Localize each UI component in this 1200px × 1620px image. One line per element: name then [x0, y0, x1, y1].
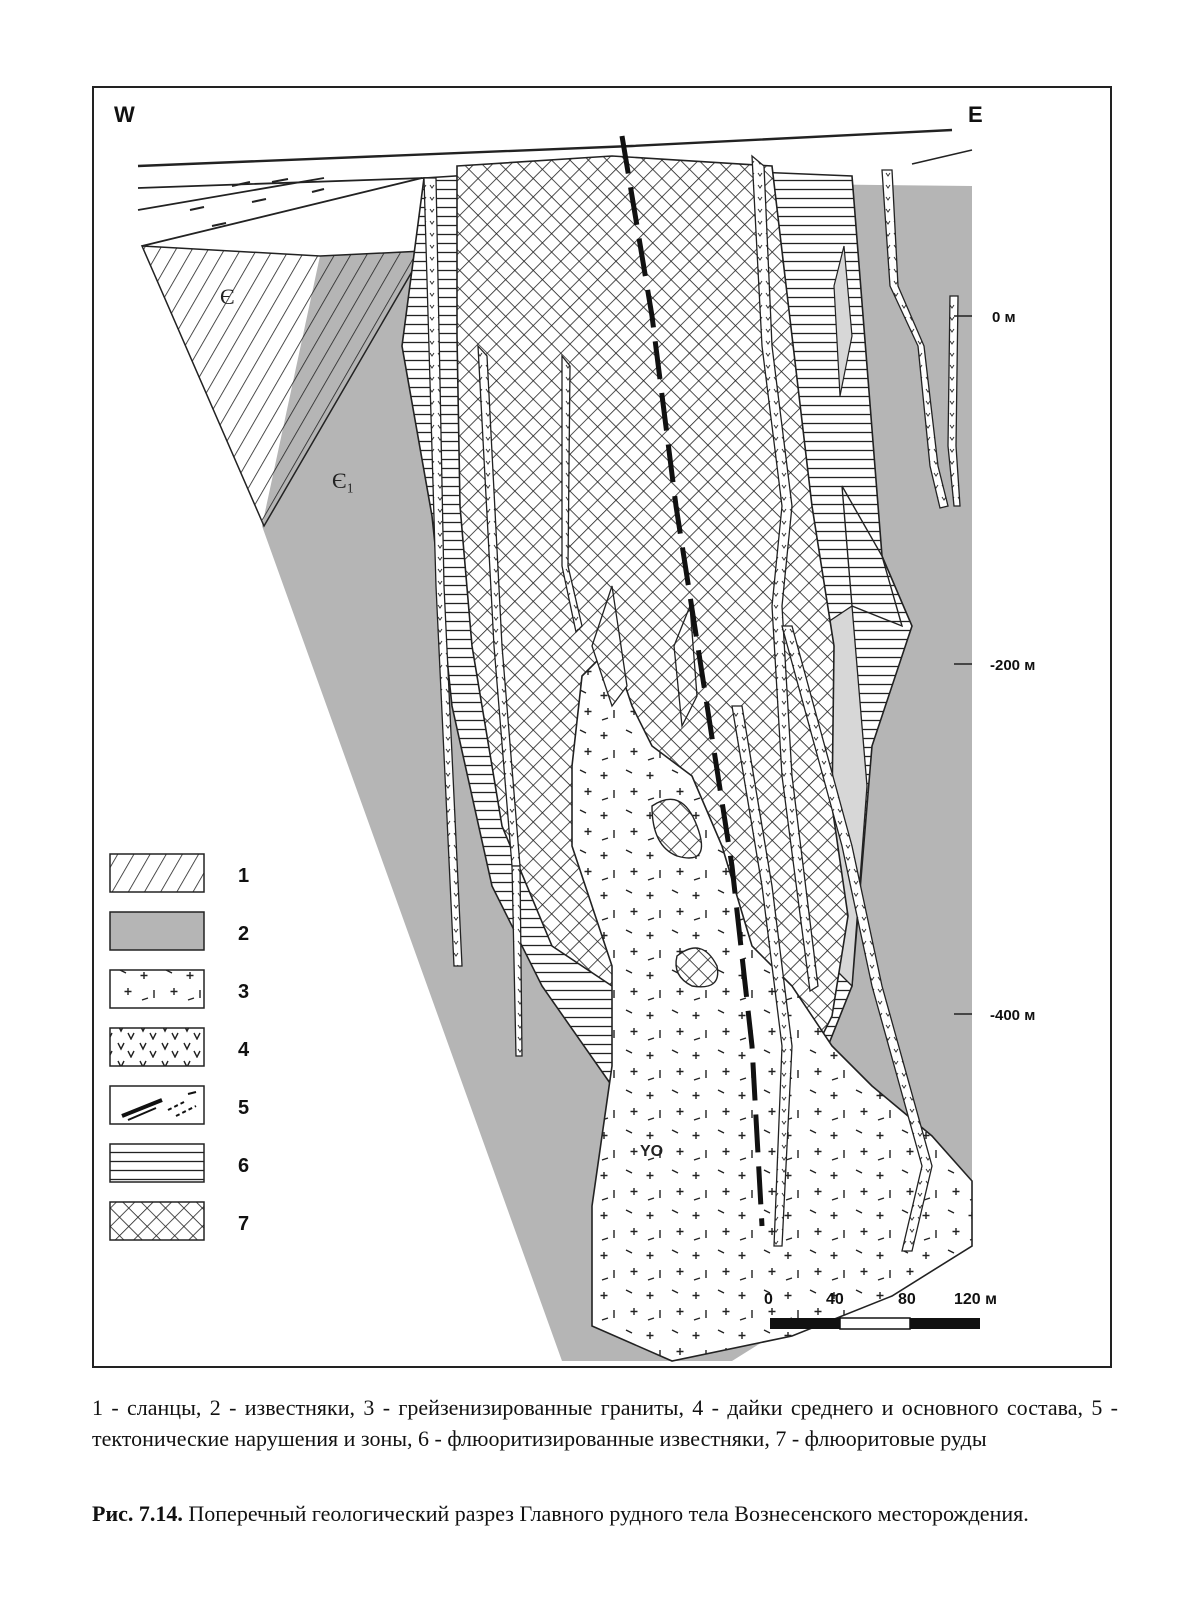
scale-tick-label: 120 м — [954, 1291, 997, 1308]
legend-swatch-fluorite-ore — [110, 1202, 204, 1240]
unit-label-granite: YO — [640, 1143, 664, 1160]
legend-number: 5 — [238, 1097, 250, 1119]
legend-swatch-shale — [110, 854, 204, 892]
legend-number: 7 — [238, 1213, 250, 1235]
figure-title: Поперечный геологический разрез Главного рудного тела Вознесенского месторождения. — [188, 1501, 1029, 1526]
unit-label-cambrian: Є — [220, 284, 235, 309]
east-label: E — [968, 102, 983, 127]
legend-swatch-fluoritized-limestone — [110, 1144, 204, 1182]
legend-number: 6 — [238, 1155, 250, 1177]
legend-swatch-faults — [110, 1086, 204, 1124]
scale-tick-label: 0 — [764, 1291, 773, 1308]
legend-swatch-dikes — [110, 1028, 204, 1066]
legend-number: 4 — [238, 1039, 250, 1061]
legend-caption: 1 - сланцы, 2 - известняки, 3 - грейзенизированные граниты, 4 - дайки среднего и основного состава, 5 - тектонические нарушения и зоны, 6 - флюоритизированные известняки, 7 - флюоритовые руды — [92, 1395, 1118, 1451]
scale-tick-label: 80 — [898, 1291, 916, 1308]
legend-swatch-limestone — [110, 912, 204, 950]
figure-caption — [92, 1498, 1118, 1529]
scale-tick-label: 40 — [826, 1291, 844, 1308]
depth-label: -400 м — [990, 1007, 1036, 1024]
legend-swatch-granite — [110, 970, 204, 1008]
legend-number: 1 — [238, 865, 250, 887]
west-label: W — [114, 102, 135, 127]
legend-number: 2 — [238, 923, 250, 945]
unit-label-cambrian-lower: Є₁ — [332, 468, 355, 493]
legend-number: 3 — [238, 981, 250, 1003]
depth-label: 0 м — [992, 309, 1016, 326]
depth-label: -200 м — [990, 657, 1036, 674]
figure-number: Рис. 7.14. — [92, 1501, 183, 1526]
geological-cross-section — [92, 86, 1112, 1368]
